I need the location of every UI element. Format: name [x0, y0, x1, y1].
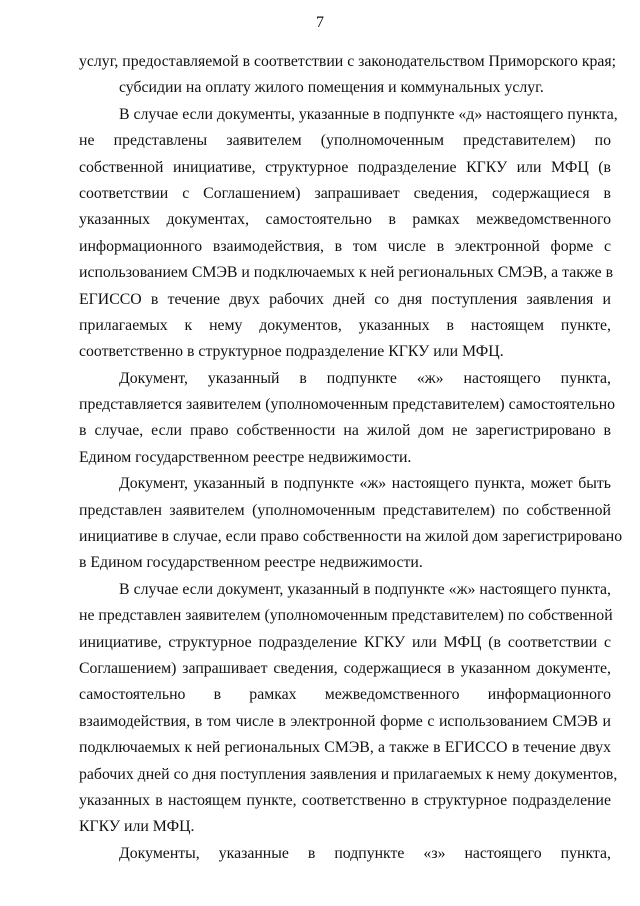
text-line: в Едином государственном реестре недвижимости.: [79, 554, 423, 572]
text-line: подключаемых к ней региональных СМЭВ, а также в ЕГИССО в течение двух: [79, 739, 611, 757]
text-line: инициативе, структурное подразделение КГКУ или МФЦ (в соответствии с: [79, 633, 611, 651]
text-line: субсидии на оплату жилого помещения и коммунальных услуг.: [119, 79, 544, 97]
text-line: В случае если документ, указанный в подпункте «ж» настоящего пункта,: [119, 580, 611, 598]
text-line: ЕГИССО в течение двух рабочих дней со дня поступления заявления и: [79, 290, 611, 308]
text-line: не представлены заявителем (уполномоченным представителем) по: [79, 132, 611, 150]
text-line: В случае если документы, указанные в подпункте «д» настоящего пункта,: [119, 105, 618, 123]
text-line: прилагаемых к нему документов, указанных в настоящем пункте,: [79, 316, 611, 334]
text-line: в случае, если право собственности на жилой дом не зарегистрировано в: [79, 422, 611, 440]
page-number: 7: [316, 14, 324, 31]
text-line: указанных документах, самостоятельно в рамках межведомственного: [79, 211, 611, 229]
text-line: информационного взаимодействия, в том числе в электронной форме с: [79, 237, 611, 255]
text-line: Едином государственном реестре недвижимости.: [79, 448, 412, 466]
text-line: взаимодействия, в том числе в электронной форме с использованием СМЭВ и: [79, 712, 611, 730]
text-line: Документы, указанные в подпункте «з» настоящего пункта,: [119, 844, 611, 862]
text-line: услуг, предоставляемой в соответствии с законодательством Приморского края;: [79, 53, 617, 70]
text-line: Документ, указанный в подпункте «ж» настоящего пункта, может быть: [119, 475, 611, 493]
text-line: соответственно в структурное подразделение КГКУ или МФЦ.: [79, 343, 504, 361]
text-line: рабочих дней со дня поступления заявления и прилагаемых к нему документов,: [79, 765, 618, 783]
document-body: [79, 49, 623, 867]
text-line: самостоятельно в рамках межведомственного информационного: [79, 686, 611, 704]
text-line: Соглашением) запрашивает сведения, содержащиеся в указанном документе,: [79, 659, 611, 677]
text-line: представлен заявителем (уполномоченным представителем) по собственной: [79, 501, 611, 519]
text-line: инициативе в случае, если право собственности на жилой дом зарегистрировано: [79, 528, 623, 546]
text-line: указанных в настоящем пункте, соответственно в структурное подразделение: [79, 791, 611, 809]
text-line: Документ, указанный в подпункте «ж» настоящего пункта,: [119, 369, 611, 387]
text-line: использованием СМЭВ и подключаемых к ней региональных СМЭВ, а также в: [79, 264, 614, 282]
text-line: представляется заявителем (уполномоченным представителем) самостоятельно: [79, 396, 616, 414]
text-line: КГКУ или МФЦ.: [79, 818, 195, 836]
text-line: собственной инициативе, структурное подразделение КГКУ или МФЦ (в: [79, 158, 611, 176]
text-line: соответствии с Соглашением) запрашивает сведения, содержащиеся в: [79, 184, 611, 202]
text-line: не представлен заявителем (уполномоченным представителем) по собственной: [79, 607, 613, 625]
